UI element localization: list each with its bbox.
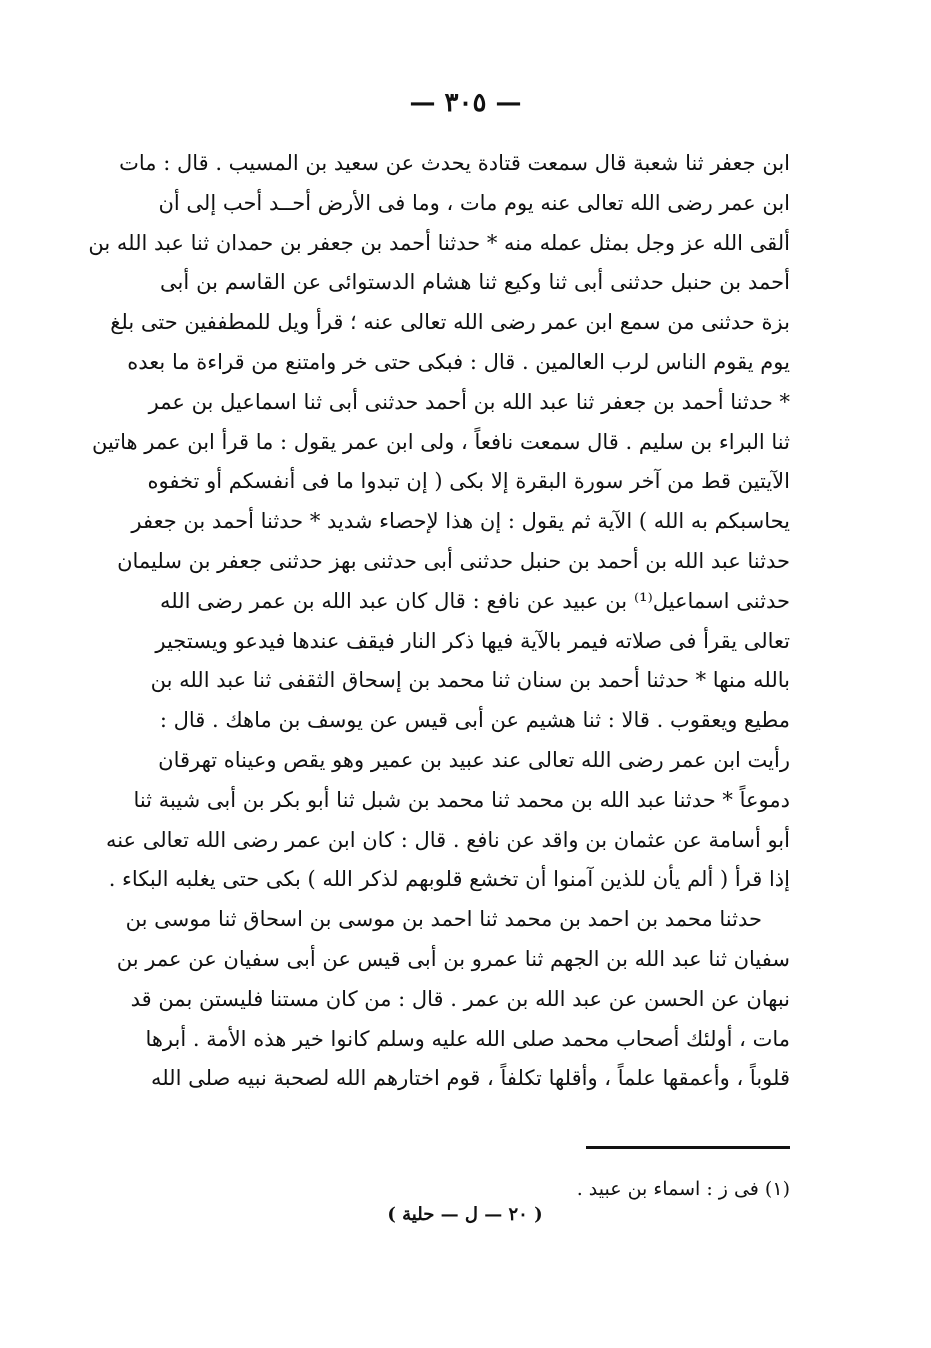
text-line: قلوباً ، وأعمقها علماً ، وأقلها تكلفاً ، قوم اختارهم الله لصحبة نبيه صلى الله: [150, 1066, 790, 1091]
text-line: حدثنى اسماعيل⁽¹⁾ بن عبيد عن نافع : قال كان عبد الله بن عمر رضى الله: [160, 588, 790, 613]
text-line: نبهان عن الحسن عن عبد الله بن عمر . قال : من كان مستنا فليستن بمن قد: [130, 986, 790, 1011]
text-line: ألقى الله عز وجل بمثل عمله منه * حدثنا أحمد بن جعفر بن حمدان ثنا عبد الله بن: [88, 230, 790, 255]
text-line: ثنا البراء بن سليم . قال سمعت نافعاً ، ولى ابن عمر يقول : ما قرأ ابن عمر هاتين: [91, 429, 790, 454]
text-line: سفيان ثنا عبد الله بن الجهم ثنا عمرو بن أبى قيس عن أبى سفيان عن عمر بن: [116, 946, 790, 971]
text-line: حدثنا محمد بن احمد بن محمد ثنا احمد بن موسى بن اسحاق ثنا موسى بن: [125, 907, 762, 932]
text-line: حدثنا عبد الله بن أحمد بن حنبل حدثنى أبى حدثنى بهز حدثنى جعفر بن سليمان: [117, 548, 790, 573]
text-line: دموعاً * حدثنا عبد الله بن محمد ثنا محمد بن شبل ثنا أبو بكر بن أبى شيبة ثنا: [133, 787, 790, 812]
text-line: ابن جعفر ثنا شعبة قال سمعت قتادة يحدث عن سعيد بن المسيب . قال : مات: [119, 151, 790, 175]
text-line: أحمد بن حنبل حدثنى أبى ثنا وكيع ثنا هشام الدستوائى عن القاسم بن أبى: [160, 270, 790, 295]
text-line: يوم يقوم الناس لرب العالمين . قال : فبكى حتى خر وامتنع من قراءة ما بعده: [127, 349, 790, 374]
text-line: رأيت ابن عمر رضى الله تعالى عند عبيد بن عمير وهو يقص وعيناه تهرقان: [158, 747, 790, 772]
text-line: يحاسبكم به الله ) الآية ثم يقول : إن هذا لإحصاء شديد * حدثنا أحمد بن جعفر: [131, 509, 790, 534]
text-line: بزة حدثنى من سمع ابن عمر رضى الله تعالى عنه ؛ قرأ ويل للمطففين حتى بلغ: [110, 310, 790, 335]
text-line: ابن عمر رضى الله تعالى عنه يوم مات ، وما فى الأرض أحــد أحب إلى أن: [158, 190, 790, 215]
text-line: * حدثنا أحمد بن جعفر ثنا عبد الله بن أحمد حدثنى أبى ثنا اسماعيل بن عمر: [148, 389, 790, 414]
text-line: تعالى يقرأ فى صلاته فيمر بالآية فيها ذكر النار فيقف عندها فيدعو ويستجير: [155, 628, 790, 653]
text-line: الآيتين قط من آخر سورة البقرة إلا بكى ( إن تبدوا ما فى أنفسكم أو تخفوه: [147, 469, 790, 494]
footnote-separator: [586, 1146, 790, 1149]
text-line: مطيع ويعقوب . قالا : ثنا هشيم عن أبى قيس عن يوسف بن ماهك . قال :: [159, 708, 790, 733]
footnote: (١) فى ز : اسماء بن عبيد .: [576, 1178, 790, 1200]
page-number: — ٣٠٥ —: [409, 88, 522, 118]
text-line: إذا قرأ ( ألم يأن للذين آمنوا أن تخشع قلوبهم لذكر الله ) بكى حتى يغلبه البكاء .: [108, 867, 790, 892]
body-text: [88, 144, 790, 1099]
text-line: مات ، أولئك أصحاب محمد صلى الله عليه وسلم كانوا خير هذه الأمة . أبرها: [145, 1026, 790, 1051]
text-line: أبو أسامة عن عثمان بن واقد عن نافع . قال : كان ابن عمر رضى الله تعالى عنه: [105, 827, 790, 852]
text-line: بالله منها * حدثنا أحمد بن سنان ثنا محمد بن إسحاق الثقفى ثنا عبد الله بن: [150, 668, 790, 693]
signature-mark: ( ٢٠ — ل — حلية ): [387, 1204, 543, 1225]
